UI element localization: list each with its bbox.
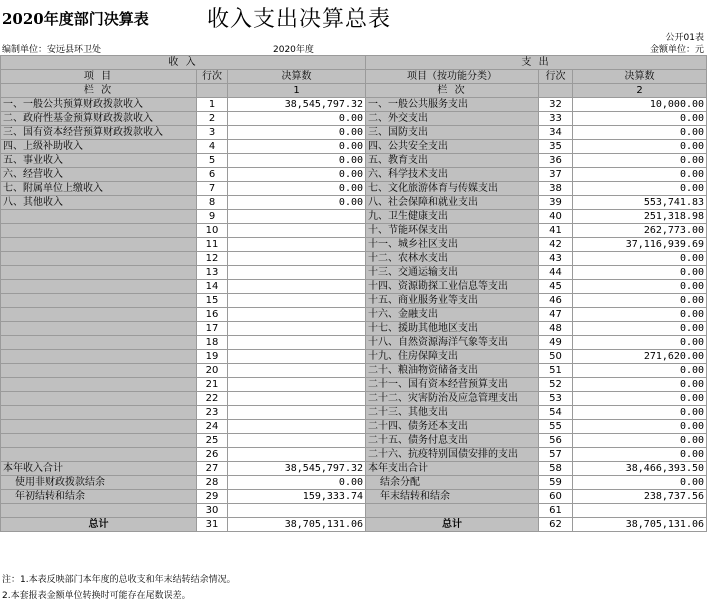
- income-line-no: 18: [197, 336, 228, 350]
- expense-item: 七、文化旅游体育与传媒支出: [366, 182, 539, 196]
- expense-item: 八、社会保障和就业支出: [366, 196, 539, 210]
- income-amount: [228, 448, 366, 462]
- col-header-item: 项 目: [1, 70, 197, 84]
- income-amount: [228, 252, 366, 266]
- expense-item: 十二、农林水支出: [366, 252, 539, 266]
- income-line-no: 21: [197, 378, 228, 392]
- table-row: [1, 280, 707, 294]
- column-header-row: [1, 70, 707, 84]
- expense-line-no: 46: [539, 294, 573, 308]
- total-income-amount: 38,705,131.06: [228, 518, 366, 532]
- table-row: [1, 210, 707, 224]
- expense-item: 九、卫生健康支出: [366, 210, 539, 224]
- summary-income-line-no: 29: [197, 490, 228, 504]
- table-row: [1, 294, 707, 308]
- income-amount: [228, 406, 366, 420]
- expense-item: 五、教育支出: [366, 154, 539, 168]
- income-amount: [228, 210, 366, 224]
- income-item: [1, 378, 197, 392]
- summary-income-item: 本年收入合计: [1, 462, 197, 476]
- summary-expense-item: [366, 504, 539, 518]
- income-amount: 0.00: [228, 140, 366, 154]
- table-row: [1, 322, 707, 336]
- expense-line-no: 32: [539, 98, 573, 112]
- col-header-line-2: 行次: [539, 70, 573, 84]
- col-index-blank-2: [539, 84, 573, 98]
- income-line-no: 1: [197, 98, 228, 112]
- col-header-line: 行次: [197, 70, 228, 84]
- expense-line-no: 55: [539, 420, 573, 434]
- income-amount: 0.00: [228, 196, 366, 210]
- summary-row: [1, 504, 707, 518]
- summary-row: [1, 462, 707, 476]
- expense-line-no: 47: [539, 308, 573, 322]
- expense-amount: 0.00: [573, 294, 707, 308]
- expense-line-no: 48: [539, 322, 573, 336]
- expense-item: 三、国防支出: [366, 126, 539, 140]
- expense-item: 二、外交支出: [366, 112, 539, 126]
- income-amount: 0.00: [228, 182, 366, 196]
- income-line-no: 2: [197, 112, 228, 126]
- expense-amount: 10,000.00: [573, 98, 707, 112]
- expense-amount: 0.00: [573, 266, 707, 280]
- income-item: [1, 392, 197, 406]
- compiling-unit: 编制单位：安远县环卫处: [2, 45, 102, 55]
- expense-item: 十四、资源勘探工业信息等支出: [366, 280, 539, 294]
- summary-expense-line-no: 60: [539, 490, 573, 504]
- income-amount: [228, 434, 366, 448]
- income-amount: 0.00: [228, 154, 366, 168]
- summary-income-line-no: 27: [197, 462, 228, 476]
- income-line-no: 10: [197, 224, 228, 238]
- expense-amount: 37,116,939.69: [573, 238, 707, 252]
- expense-item: 一、一般公共服务支出: [366, 98, 539, 112]
- summary-expense-line-no: 58: [539, 462, 573, 476]
- summary-expense-item: 结余分配: [366, 476, 539, 490]
- income-amount: 0.00: [228, 112, 366, 126]
- expense-line-no: 54: [539, 406, 573, 420]
- table-row: [1, 196, 707, 210]
- expense-item: 二十四、债务还本支出: [366, 420, 539, 434]
- expense-line-no: 53: [539, 392, 573, 406]
- income-item: 五、事业收入: [1, 154, 197, 168]
- expense-item: 十三、交通运输支出: [366, 266, 539, 280]
- income-item: [1, 336, 197, 350]
- col-index-1: 1: [228, 84, 366, 98]
- income-amount: [228, 238, 366, 252]
- table-row: [1, 308, 707, 322]
- expense-item: 二十六、抗疫特别国债安排的支出: [366, 448, 539, 462]
- income-line-no: 19: [197, 350, 228, 364]
- expense-amount: 0.00: [573, 364, 707, 378]
- col-index-label: 栏 次: [1, 84, 197, 98]
- expense-amount: 0.00: [573, 154, 707, 168]
- report-series-title: 2020年度部门决算表: [2, 10, 149, 28]
- expense-item: 十五、商业服务业等支出: [366, 294, 539, 308]
- summary-income-item: 使用非财政拨款结余: [1, 476, 197, 490]
- column-index-row: [1, 84, 707, 98]
- expense-amount: 0.00: [573, 322, 707, 336]
- expense-amount: 0.00: [573, 406, 707, 420]
- table-row: [1, 336, 707, 350]
- section-header-row: [1, 56, 707, 70]
- summary-expense-amount: 0.00: [573, 476, 707, 490]
- expense-item: 十八、自然资源海洋气象等支出: [366, 336, 539, 350]
- expense-item: 二十五、债务付息支出: [366, 434, 539, 448]
- income-amount: [228, 336, 366, 350]
- income-amount: 0.00: [228, 168, 366, 182]
- expense-amount: 0.00: [573, 112, 707, 126]
- expense-line-no: 34: [539, 126, 573, 140]
- table-row: [1, 98, 707, 112]
- expense-line-no: 35: [539, 140, 573, 154]
- expense-amount: 0.00: [573, 280, 707, 294]
- income-item: [1, 210, 197, 224]
- income-item: 二、政府性基金预算财政拨款收入: [1, 112, 197, 126]
- budget-summary-table: [0, 55, 707, 532]
- income-line-no: 5: [197, 154, 228, 168]
- table-row: [1, 126, 707, 140]
- income-amount: [228, 420, 366, 434]
- income-line-no: 15: [197, 294, 228, 308]
- summary-expense-line-no: 61: [539, 504, 573, 518]
- income-amount: [228, 378, 366, 392]
- income-item: 七、附属单位上缴收入: [1, 182, 197, 196]
- expense-amount: 0.00: [573, 308, 707, 322]
- table-row: [1, 224, 707, 238]
- table-row: [1, 392, 707, 406]
- income-line-no: 24: [197, 420, 228, 434]
- income-item: [1, 266, 197, 280]
- expense-line-no: 57: [539, 448, 573, 462]
- expense-amount: 0.00: [573, 168, 707, 182]
- income-amount: 38,545,797.32: [228, 98, 366, 112]
- table-row: [1, 350, 707, 364]
- income-item: [1, 364, 197, 378]
- expense-line-no: 33: [539, 112, 573, 126]
- income-item: [1, 280, 197, 294]
- expense-item: 十、节能环保支出: [366, 224, 539, 238]
- income-line-no: 11: [197, 238, 228, 252]
- income-item: 四、上级补助收入: [1, 140, 197, 154]
- summary-row: [1, 476, 707, 490]
- income-line-no: 17: [197, 322, 228, 336]
- expense-amount: 262,773.00: [573, 224, 707, 238]
- table-row: [1, 140, 707, 154]
- expense-line-no: 56: [539, 434, 573, 448]
- table-row: [1, 364, 707, 378]
- expense-line-no: 50: [539, 350, 573, 364]
- expense-amount: 0.00: [573, 420, 707, 434]
- expense-amount: 251,318.98: [573, 210, 707, 224]
- total-income-label: 总计: [1, 518, 197, 532]
- expense-line-no: 36: [539, 154, 573, 168]
- expense-line-no: 40: [539, 210, 573, 224]
- footnotes: [2, 572, 236, 604]
- expense-item: 十九、住房保障支出: [366, 350, 539, 364]
- income-line-no: 22: [197, 392, 228, 406]
- income-amount: [228, 266, 366, 280]
- income-amount: [228, 322, 366, 336]
- income-line-no: 14: [197, 280, 228, 294]
- expense-line-no: 44: [539, 266, 573, 280]
- expense-section-header: 支 出: [366, 56, 707, 70]
- expense-amount: 271,620.00: [573, 350, 707, 364]
- income-line-no: 3: [197, 126, 228, 140]
- expense-line-no: 37: [539, 168, 573, 182]
- table-row: [1, 252, 707, 266]
- table-row: [1, 434, 707, 448]
- expense-amount: 0.00: [573, 126, 707, 140]
- income-line-no: 8: [197, 196, 228, 210]
- total-expense-label: 总计: [366, 518, 539, 532]
- income-amount: [228, 392, 366, 406]
- summary-income-amount: 0.00: [228, 476, 366, 490]
- income-item: [1, 420, 197, 434]
- expense-amount: 0.00: [573, 336, 707, 350]
- expense-item: 十六、金融支出: [366, 308, 539, 322]
- table-row: [1, 378, 707, 392]
- summary-income-item: [1, 504, 197, 518]
- expense-line-no: 42: [539, 238, 573, 252]
- table-row: [1, 266, 707, 280]
- expense-amount: 0.00: [573, 434, 707, 448]
- col-header-item-function: 项目（按功能分类）: [366, 70, 539, 84]
- expense-amount: 0.00: [573, 378, 707, 392]
- money-unit: 金额单位：元: [649, 45, 704, 55]
- expense-amount: 0.00: [573, 182, 707, 196]
- income-amount: [228, 224, 366, 238]
- table-row: [1, 168, 707, 182]
- income-item: 三、国有资本经营预算财政拨款收入: [1, 126, 197, 140]
- table-row: [1, 182, 707, 196]
- expense-item: 二十二、灾害防治及应急管理支出: [366, 392, 539, 406]
- col-header-amount: 决算数: [228, 70, 366, 84]
- expense-amount: 0.00: [573, 392, 707, 406]
- footnote-1: 注：1.本表反映部门本年度的总收支和年末结转结余情况。: [2, 575, 236, 585]
- summary-expense-line-no: 59: [539, 476, 573, 490]
- expense-item: 二十、粮油物资储备支出: [366, 364, 539, 378]
- income-item: [1, 448, 197, 462]
- table-row: [1, 420, 707, 434]
- expense-line-no: 41: [539, 224, 573, 238]
- summary-expense-amount: [573, 504, 707, 518]
- income-line-no: 9: [197, 210, 228, 224]
- expense-amount: 0.00: [573, 448, 707, 462]
- income-line-no: 16: [197, 308, 228, 322]
- expense-line-no: 45: [539, 280, 573, 294]
- summary-income-amount: [228, 504, 366, 518]
- total-expense-line-no: 62: [539, 518, 573, 532]
- expense-amount: 553,741.83: [573, 196, 707, 210]
- col-header-amount-2: 决算数: [573, 70, 707, 84]
- page-title: 收入支出决算总表: [207, 7, 392, 32]
- income-item: 八、其他收入: [1, 196, 197, 210]
- summary-expense-amount: 38,466,393.50: [573, 462, 707, 476]
- col-index-2: 2: [573, 84, 707, 98]
- summary-income-amount: 38,545,797.32: [228, 462, 366, 476]
- expense-amount: 0.00: [573, 140, 707, 154]
- income-item: [1, 238, 197, 252]
- total-expense-amount: 38,705,131.06: [573, 518, 707, 532]
- income-item: [1, 406, 197, 420]
- summary-income-line-no: 28: [197, 476, 228, 490]
- income-line-no: 7: [197, 182, 228, 196]
- expense-line-no: 52: [539, 378, 573, 392]
- expense-amount: 0.00: [573, 252, 707, 266]
- expense-line-no: 39: [539, 196, 573, 210]
- expense-line-no: 49: [539, 336, 573, 350]
- total-income-line-no: 31: [197, 518, 228, 532]
- income-amount: 0.00: [228, 126, 366, 140]
- summary-income-amount: 159,333.74: [228, 490, 366, 504]
- expense-item: 十七、援助其他地区支出: [366, 322, 539, 336]
- income-line-no: 25: [197, 434, 228, 448]
- expense-item: 二十一、国有资本经营预算支出: [366, 378, 539, 392]
- income-item: 六、经营收入: [1, 168, 197, 182]
- summary-expense-amount: 238,737.56: [573, 490, 707, 504]
- summary-income-line-no: 30: [197, 504, 228, 518]
- income-line-no: 4: [197, 140, 228, 154]
- table-row: [1, 112, 707, 126]
- income-line-no: 6: [197, 168, 228, 182]
- table-row: [1, 448, 707, 462]
- expense-item: 二十三、其他支出: [366, 406, 539, 420]
- total-row: [1, 518, 707, 532]
- income-amount: [228, 294, 366, 308]
- summary-expense-item: 本年支出合计: [366, 462, 539, 476]
- table-row: [1, 406, 707, 420]
- expense-item: 十一、城乡社区支出: [366, 238, 539, 252]
- expense-item: 四、公共安全支出: [366, 140, 539, 154]
- form-code: 公开01表: [665, 33, 704, 43]
- summary-expense-item: 年末结转和结余: [366, 490, 539, 504]
- income-item: [1, 434, 197, 448]
- income-line-no: 12: [197, 252, 228, 266]
- footnote-2: 2.本套报表金额单位转换时可能存在尾数误差。: [2, 591, 191, 601]
- income-line-no: 20: [197, 364, 228, 378]
- table-row: [1, 154, 707, 168]
- summary-income-item: 年初结转和结余: [1, 490, 197, 504]
- income-item: 一、一般公共预算财政拨款收入: [1, 98, 197, 112]
- expense-line-no: 43: [539, 252, 573, 266]
- income-amount: [228, 280, 366, 294]
- expense-item: 六、科学技术支出: [366, 168, 539, 182]
- income-line-no: 13: [197, 266, 228, 280]
- income-item: [1, 308, 197, 322]
- col-index-blank: [197, 84, 228, 98]
- income-item: [1, 322, 197, 336]
- income-item: [1, 224, 197, 238]
- income-amount: [228, 364, 366, 378]
- income-line-no: 26: [197, 448, 228, 462]
- expense-line-no: 38: [539, 182, 573, 196]
- report-year: 2020年度: [273, 45, 314, 55]
- income-item: [1, 252, 197, 266]
- income-item: [1, 294, 197, 308]
- income-amount: [228, 308, 366, 322]
- income-amount: [228, 350, 366, 364]
- income-section-header: 收 入: [1, 56, 366, 70]
- expense-line-no: 51: [539, 364, 573, 378]
- col-index-label-2: 栏 次: [366, 84, 539, 98]
- summary-row: [1, 490, 707, 504]
- table-row: [1, 238, 707, 252]
- title-bar: [0, 0, 707, 36]
- income-item: [1, 350, 197, 364]
- income-line-no: 23: [197, 406, 228, 420]
